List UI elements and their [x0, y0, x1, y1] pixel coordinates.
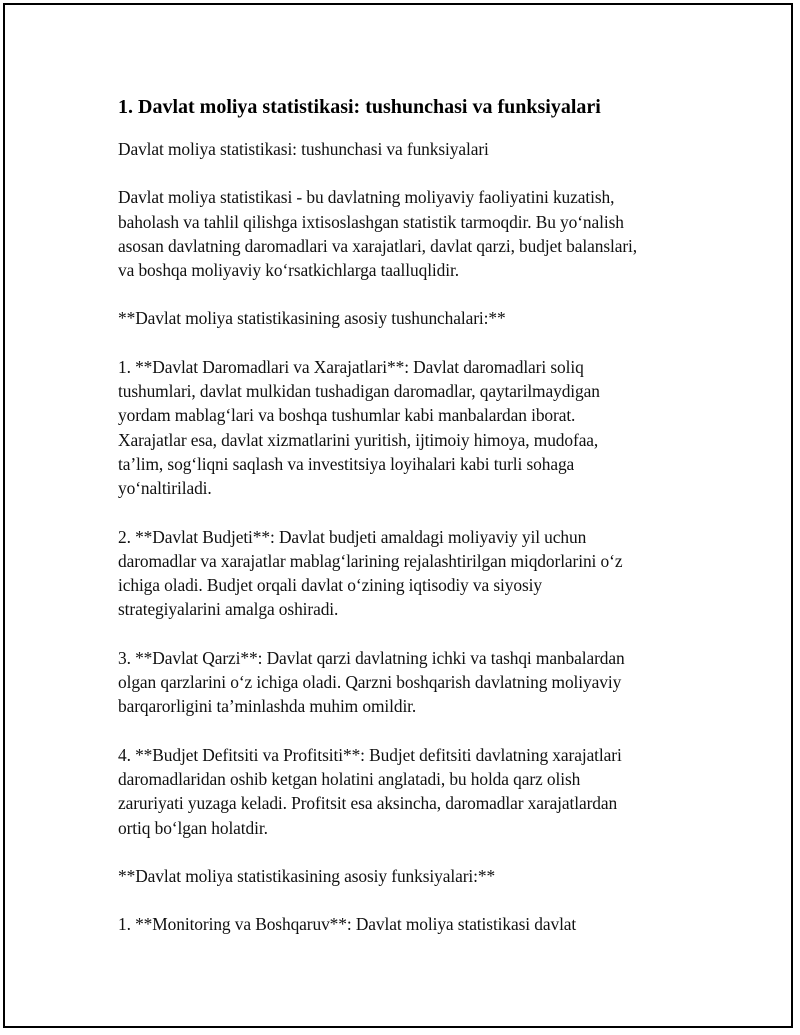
text-line: asosan davlatning daromadlari va xarajatlari, davlat qarzi, budjet balanslari,: [118, 235, 638, 256]
text-line: 3. **Davlat Qarzi**: Davlat qarzi davlatning ichki va tashqi manbalardan: [118, 647, 625, 668]
text-line: strategiyalarini amalga oshiradi.: [118, 599, 339, 620]
text-line: daromadlar va xarajatlar mablag‘larining rejalashtirilgan miqdorlarini o‘z: [118, 550, 623, 571]
text-line: yordam mablag‘lari va boshqa tushumlar kabi manbalardan iborat.: [118, 405, 576, 426]
text-line: 2. **Davlat Budjeti**: Davlat budjeti amaldagi moliyaviy yil uchun: [118, 526, 587, 547]
paragraph-concepts-heading: [118, 306, 688, 330]
text-line: Xarajatlar esa, davlat xizmatlarini yuritish, ijtimoiy himoya, mudofaa,: [118, 429, 599, 450]
text-line: ta’lim, sog‘liqni saqlash va investitsiya loyihalari kabi turli sohaga: [118, 453, 575, 474]
paragraph-item-1: [118, 355, 688, 501]
paragraph-function-1: [118, 912, 688, 936]
document-body: [118, 94, 688, 960]
paragraph-subtitle: [118, 137, 688, 161]
text-line: daromadlaridan oshib ketgan holatini anglatadi, bu holda qarz olish: [118, 768, 581, 789]
text-line: **Davlat moliya statistikasining asosiy tushunchalari:**: [118, 308, 506, 329]
paragraph-functions-heading: [118, 864, 688, 888]
text-line: va boshqa moliyaviy ko‘rsatkichlarga taalluqlidir.: [118, 260, 459, 281]
paragraph-item-2: [118, 525, 688, 622]
paragraph-item-3: [118, 646, 688, 719]
paragraph-item-4: [118, 743, 688, 840]
text-line: ortiq bo‘lgan holatdir.: [118, 817, 268, 838]
text-line: 4. **Budjet Defitsiti va Profitsiti**: Budjet defitsiti davlatning xarajatlari: [118, 744, 622, 765]
paragraph-intro: [118, 185, 688, 282]
text-line: **Davlat moliya statistikasining asosiy funksiyalari:**: [118, 865, 496, 886]
text-line: ichiga oladi. Budjet orqali davlat o‘zining iqtisodiy va siyosiy: [118, 575, 542, 596]
text-line: yo‘naltiriladi.: [118, 478, 212, 499]
text-line: zaruriyati yuzaga keladi. Profitsit esa aksincha, daromadlar xarajatlardan: [118, 793, 618, 814]
document-title: 1. Davlat moliya statistikasi: tushunchasi va funksiyalari: [118, 96, 601, 118]
text-line: 1. **Davlat Daromadlari va Xarajatlari**: Davlat daromadlari soliq: [118, 356, 584, 377]
text-line: tushumlari, davlat mulkidan tushadigan daromadlar, qaytarilmaydigan: [118, 381, 600, 402]
text-line: olgan qarzlarini o‘z ichiga oladi. Qarzni boshqarish davlatning moliyaviy: [118, 672, 622, 693]
text-line: barqarorligini ta’minlashda muhim omildir.: [118, 696, 417, 717]
text-line: baholash va tahlil qilishga ixtisoslashgan statistik tarmoqdir. Bu yo‘nalish: [118, 211, 624, 232]
text-line: Davlat moliya statistikasi: tushunchasi va funksiyalari: [118, 139, 489, 159]
text-line: Davlat moliya statistikasi - bu davlatning moliyaviy faoliyatini kuzatish,: [118, 187, 615, 208]
text-line: 1. **Monitoring va Boshqaruv**: Davlat moliya statistikasi davlat: [118, 914, 577, 935]
